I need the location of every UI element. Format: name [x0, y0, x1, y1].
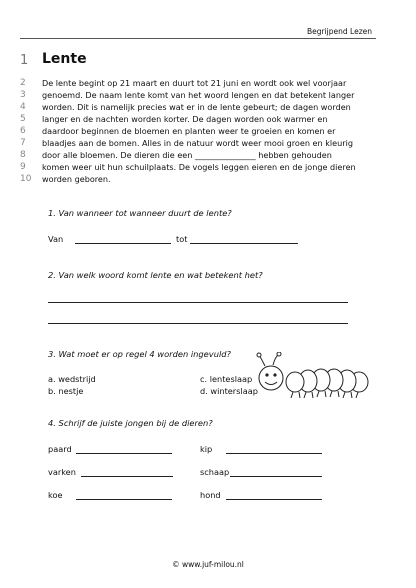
page-title: Lente — [42, 51, 87, 67]
to-answer-line[interactable] — [190, 243, 298, 244]
option-a[interactable]: a. wedstrijd — [48, 374, 96, 384]
text-line: De lente begint op 21 maart en duurt tot 21 juni en wordt ook wel voorjaar — [42, 78, 347, 88]
to-label: tot — [176, 234, 188, 244]
text-line: blaadjes aan de bomen. Alles in de natuur wordt weer mooi groen en kleurig — [42, 138, 353, 148]
question-2: 2. Van welk woord komt lente en wat betekent het? — [48, 270, 263, 280]
animal-label: kip — [200, 444, 213, 454]
line-number: 3 — [20, 90, 26, 100]
animal-label: varken — [48, 467, 76, 477]
from-answer-line[interactable] — [75, 243, 171, 244]
line-number: 6 — [20, 126, 26, 136]
line-number: 4 — [20, 102, 26, 112]
answer-line-1[interactable] — [48, 302, 348, 303]
line-number: 2 — [20, 78, 26, 88]
title-line-number: 1 — [20, 53, 29, 68]
animal-label: schaap — [200, 467, 230, 477]
answer-line-2[interactable] — [48, 323, 348, 324]
text-line: worden. Dit is namelijk precies wat er in de lente gebeurt; de dagen worden — [42, 102, 351, 112]
text-line: daardoor beginnen de bloemen en planten weer te groeien en komen er — [42, 126, 336, 136]
text-line: komen weer uit hun schuilplaats. De vogels leggen eieren en de jonge dieren — [42, 162, 356, 172]
option-d[interactable]: d. winterslaap — [200, 386, 258, 396]
option-c[interactable]: c. lenteslaap — [200, 374, 253, 384]
animal-label: koe — [48, 490, 63, 500]
animal-label: hond — [200, 490, 221, 500]
text-line: genoemd. De naam lente komt van het woord lengen en dat betekent langer — [42, 90, 355, 100]
line-number: 5 — [20, 114, 26, 124]
header-category: Begrijpend Lezen — [306, 27, 372, 36]
text-line: door alle bloemen. De dieren die een _______________ hebben gehouden — [42, 150, 332, 160]
text-line: worden geboren. — [42, 174, 111, 184]
footer-copyright[interactable]: © www.juf-milou.nl — [172, 560, 244, 569]
line-number: 10 — [20, 174, 32, 184]
answer-line-koe[interactable] — [76, 499, 172, 500]
answer-line-hond[interactable] — [226, 499, 322, 500]
line-number: 8 — [20, 150, 26, 160]
text-line: langer en de nachten worden korter. De dagen worden ook warmer en — [42, 114, 328, 124]
answer-line-kip[interactable] — [226, 453, 322, 454]
answer-line-schaap[interactable] — [230, 476, 322, 477]
answer-line-paard[interactable] — [76, 453, 172, 454]
option-b[interactable]: b. nestje — [48, 386, 84, 396]
answer-line-varken[interactable] — [81, 476, 173, 477]
question-4: 4. Schrijf de juiste jongen bij de dieren? — [48, 418, 213, 428]
header-divider — [20, 38, 376, 39]
question-1: 1. Van wanneer tot wanneer duurt de lente? — [48, 208, 232, 218]
animal-label: paard — [48, 444, 72, 454]
question-3: 3. Wat moet er op regel 4 worden ingevuld? — [48, 349, 231, 359]
line-number: 9 — [20, 162, 26, 172]
from-label: Van — [48, 234, 64, 244]
line-number: 7 — [20, 138, 26, 148]
caterpillar-icon — [255, 352, 375, 410]
